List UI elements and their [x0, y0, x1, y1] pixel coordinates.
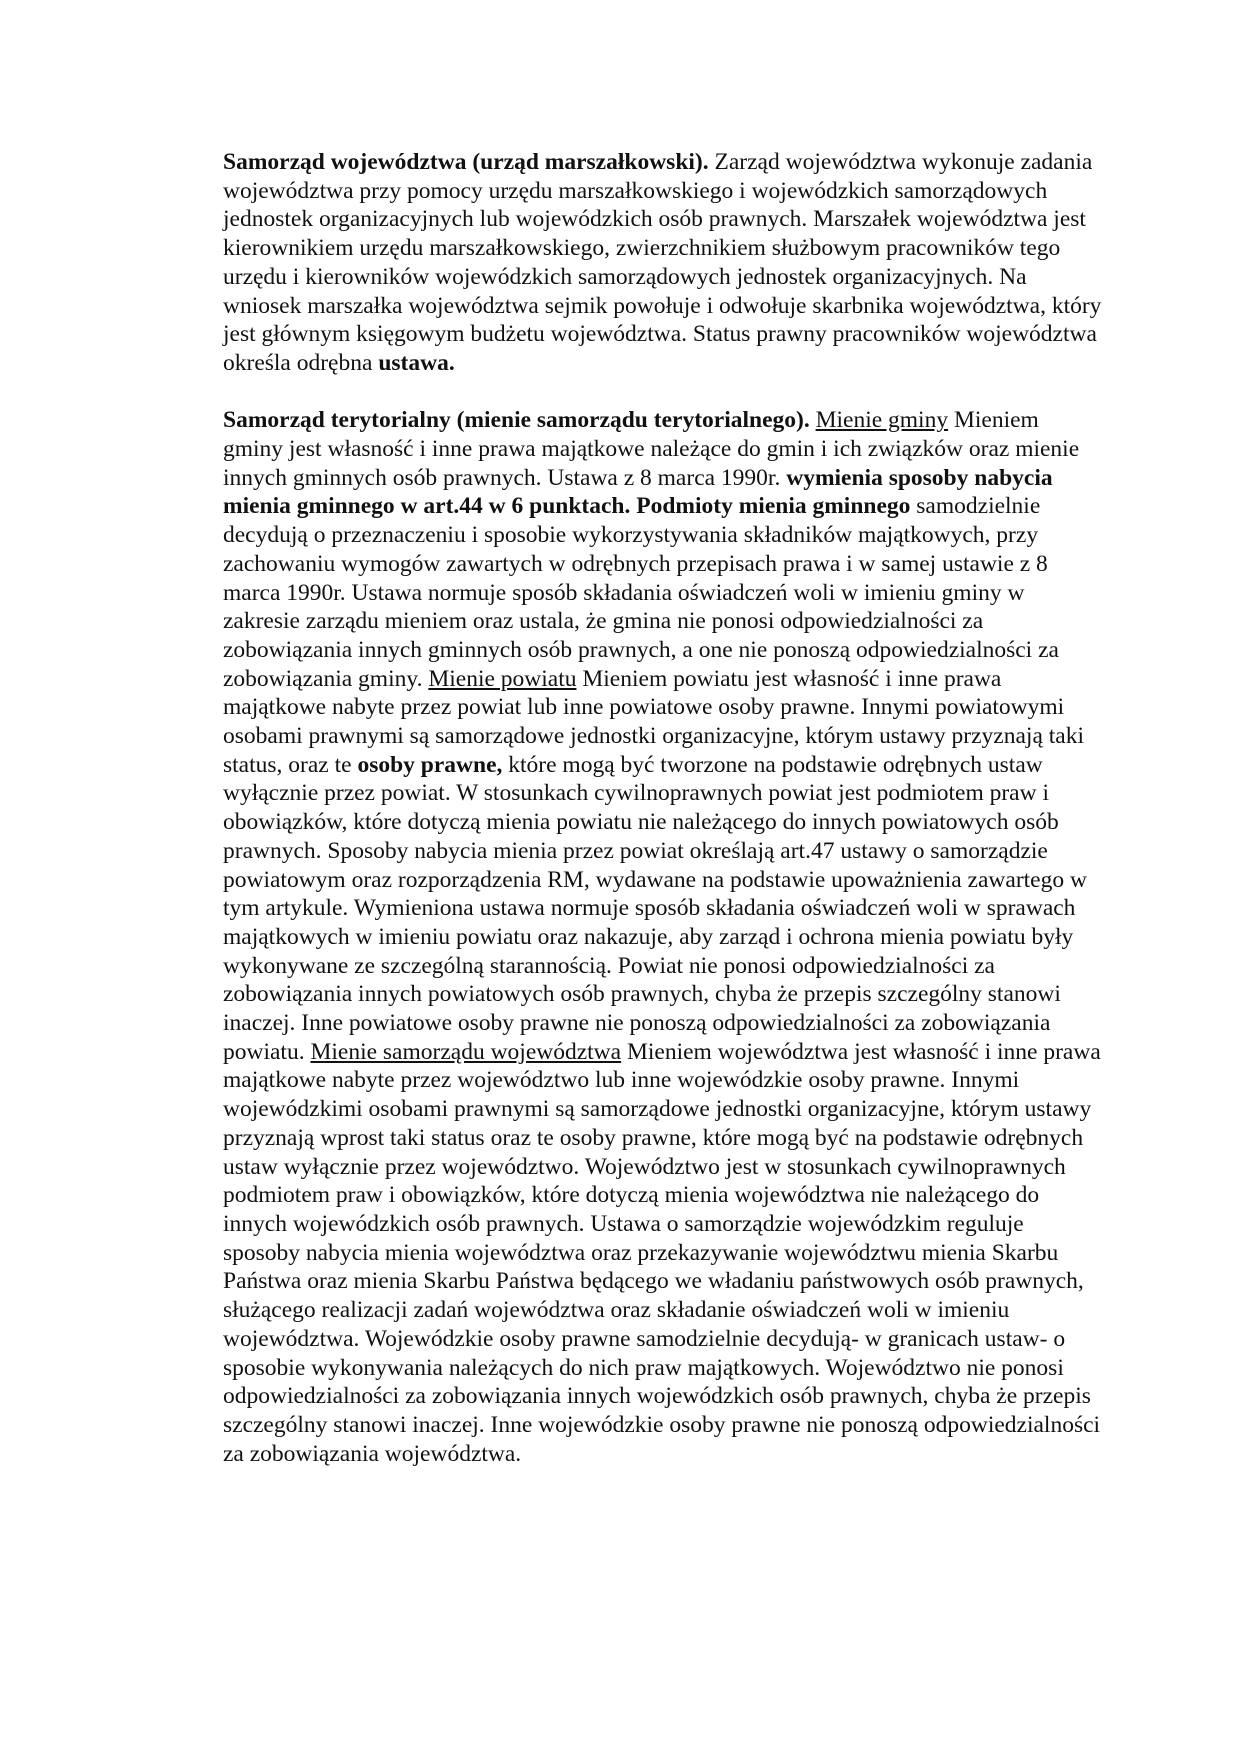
- link-mienie-samorzadu-wojewodztwa[interactable]: Mienie samorządu województwa: [310, 1038, 622, 1065]
- link-mienie-gminy[interactable]: Mienie gminy: [815, 407, 949, 434]
- paragraph-text: Zarząd województwa wykonuje zadania województwa przy pomocy urzędu marszałkowskiego i wojewódzkich samorządowych jednostek organizacyjnych lub wojewódzkich osób prawnych. Marszałek województwa jest kierownikiem urzędu marszałkowskiego, zwierzchnikiem służbowym pracowników tego urzędu i kierowników wojewódzkich samorządowych jednostek organizacyjnych. Na wniosek marszałka województwa sejmik powołuje i odwołuje skarbnika województwa, który jest głównym księgowym budżetu województwa. Status prawny pracowników województwa określa odrębna: [223, 149, 1102, 376]
- paragraph-heading: Samorząd województwa (urząd marszałkowski).: [223, 149, 709, 175]
- paragraph-samorzad-terytorialny: [223, 406, 1103, 1468]
- bold-text: osoby prawne,: [357, 751, 503, 778]
- document-body: [223, 148, 1103, 1468]
- paragraph-samorzad-wojewodztwa: [223, 148, 1103, 378]
- bold-text: wymienia sposoby nabycia mienia gminnego w art.44 w 6 punktach. Podmioty mienia gminnego: [223, 464, 1053, 520]
- paragraph-text: które mogą być tworzone na podstawie odrębnych ustaw wyłącznie przez powiat. W stosunkach cywilnoprawnych powiat jest podmiotem praw i obowiązków, które dotyczą mienia powiatu nie należącego do innych powiatowych osób prawnych. Sposoby nabycia mienia przez powiat określają art.47 ustawy o samorządzie powiatowym oraz rozporządzenia RM, wydawane na podstawie upoważnienia zawartego w tym artykule. Wymieniona ustawa normuje sposób składania oświadczeń woli w sprawach majątkowych w imieniu powiatu oraz nakazuje, aby zarząd i ochrona mienia powiatu były wykonywane ze szczególną starannością. Powiat nie ponosi odpowiedzialności za zobowiązania innych powiatowych osób prawnych, chyba że przepis szczególny stanowi inaczej. Inne powiatowe osoby prawne nie ponoszą odpowiedzialności za zobowiązania powiatu.: [223, 751, 1087, 1065]
- paragraph-text: Mieniem powiatu jest własność i inne prawa majątkowe nabyte przez powiat lub inne powiatowe osoby prawne. Innymi powiatowymi osobami prawnymi są samorządowe jednostki organizacyjne, którym ustawy przyznają taki status, oraz te: [223, 665, 1084, 778]
- paragraph-heading: Samorząd terytorialny (mienie samorządu terytorialnego).: [223, 407, 810, 434]
- paragraph-text: samodzielnie decydują o przeznaczeniu i sposobie wykorzystywania składników majątkowych, przy zachowaniu wymogów zawartych w odrębnych przepisach prawa i w samej ustawie z 8 marca 1990r. Ustawa normuje sposób składania oświadczeń woli w imieniu gminy w zakresie zarządu mieniem oraz ustala, że gmina nie ponosi odpowiedzialności za zobowiązania innych gminnych osób prawnych, a one nie ponoszą odpowiedzialności za zobowiązania gminy.: [223, 493, 1059, 692]
- paragraph-text: Mieniem gminy jest własność i inne prawa majątkowe należące do gmin i ich związków oraz mienie innych gminnych osób prawnych. Ustawa z 8 marca 1990r.: [223, 407, 1080, 491]
- paragraph-text: Mieniem województwa jest własność i inne prawa majątkowe nabyte przez województwo lub inne wojewódzkie osoby prawne. Innymi wojewódzkimi osobami prawnymi są samorządowe jednostki organizacyjne, którym ustawy przyznają wprost taki status oraz te osoby prawne, które mogą być na podstawie odrębnych ustaw wyłącznie przez województwo. Województwo jest w stosunkach cywilnoprawnych podmiotem praw i obowiązków, które dotyczą mienia województwa nie należącego do innych wojewódzkich osób prawnych. Ustawa o samorządzie wojewódzkim reguluje sposoby nabycia mienia województwa oraz przekazywanie województwu mienia Skarbu Państwa oraz mienia Skarbu Państwa będącego we władaniu państwowych osób prawnych, służącego realizacji zadań województwa oraz składanie oświadczeń woli w imieniu województwa. Wojewódzkie osoby prawne samodzielnie decydują- w granicach ustaw- o sposobie wykonywania należących do nich praw majątkowych. Województwo nie ponosi odpowiedzialności za zobowiązania innych wojewódzkich osób prawnych, chyba że przepis szczególny stanowi inaczej. Inne wojewódzkie osoby prawne nie ponoszą odpowiedzialności za zobowiązania województwa.: [223, 1038, 1101, 1467]
- link-mienie-powiatu[interactable]: Mienie powiatu: [428, 665, 577, 692]
- bold-text: ustawa.: [378, 349, 455, 376]
